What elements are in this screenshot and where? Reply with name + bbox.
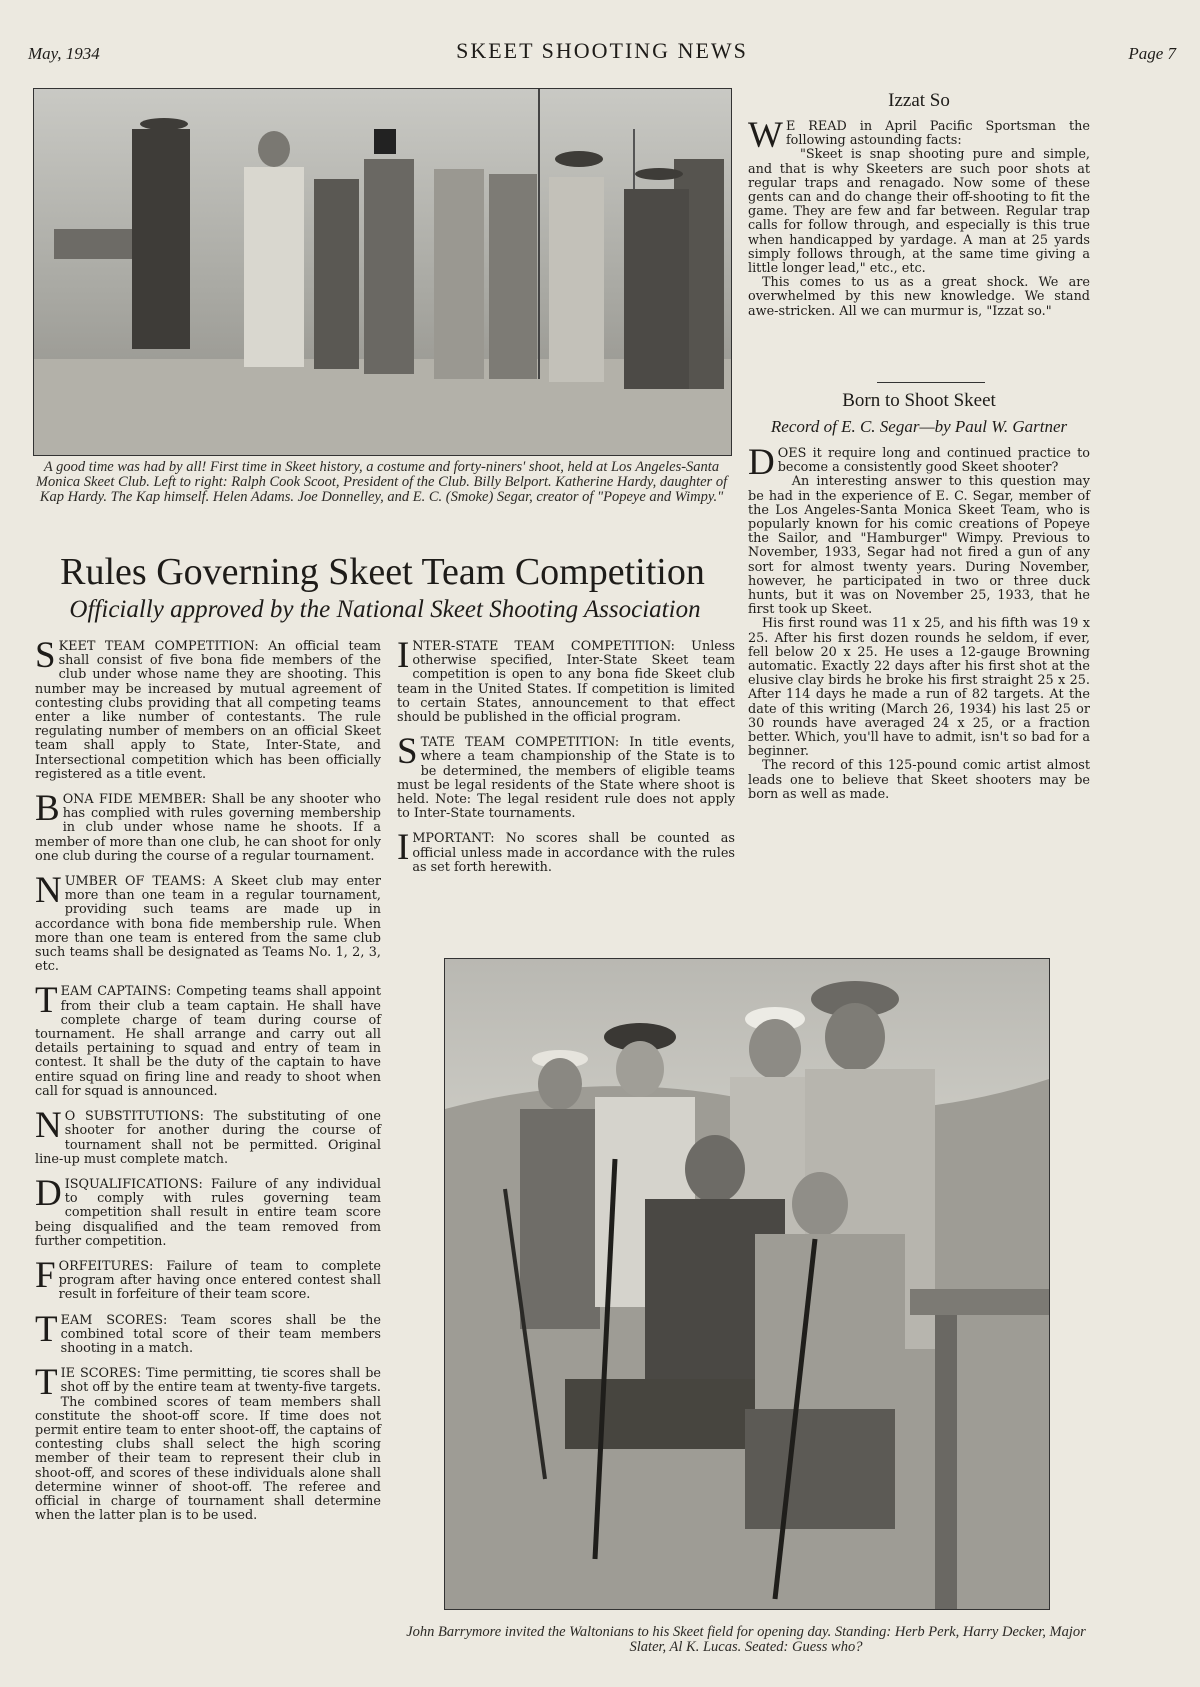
publication-title: SKEET SHOOTING NEWS: [456, 38, 748, 63]
born-para-1: DOES it require long and continued practice to become a consistently good Skeet shooter?: [748, 442, 1090, 483]
rule-paragraph: STATE TEAM COMPETITION: In title events, where a team championship of the State is to be determined, the members of eligible teams must be legal residents of the State where shoot is held. Note: The legal resident rule does not apply to Inter-State tournaments.: [397, 731, 735, 822]
costume-shoot-photo: [33, 88, 732, 456]
rule-paragraph: TEAM CAPTAINS: Competing teams shall appoint from their club a team captain. He shall have complete charge of team during course of tournament. He shall arrange and carry out all details pertaining to squad and entry of team in contest. It shall be the duty of the captain to have entire squad on firing line and ready to shoot when call for squad is announced.: [35, 980, 381, 1099]
born-to-shoot-byline: Record of E. C. Segar—by Paul W. Gartner: [770, 417, 1068, 436]
page-header: [28, 38, 1176, 72]
izzat-para-3: This comes to us as a great shock. We are overwhelmed by this new knowledge. We stand awe-stricken. All we can murmur is, "Izzat so.": [748, 275, 1090, 319]
rule-paragraph: FORFEITURES: Failure of team to complete program after having once entered contest shall result in forfeiture of their team score.: [35, 1254, 381, 1303]
born-para-3: His first round was 11 x 25, and his fifth was 19 x 25. After his first dozen rounds he seldom, if ever, fell below 20 x 25. He uses a 12-gauge Browning automatic. Exactly 22 days after his first shot at the elusive clay birds he broke his first straight 25 x 25. After 114 days he made a run of 82 targets. At the date of this writing (March 26, 1934) his last 25 or 30 rounds have averaged 24 x 25, or a fraction better. Which, you'll have to admit, isn't so bad for a beginner.: [748, 616, 1090, 760]
bottom-photo-caption: John Barrymore invited the Waltonians to his Skeet field for opening day. Standing: Herb Perk, Harry Decker, Major Slater, Al K. Lucas. Seated: Guess who?: [406, 1624, 1086, 1655]
born-to-shoot-section: [748, 390, 1090, 802]
rule-paragraph: N O SUBSTITUTIONS: The substituting of one shooter for another during the course of tournament shall not be permitted. Original line-up must complete match.: [35, 1105, 381, 1167]
page-number: Page 7: [1128, 44, 1176, 63]
born-to-shoot-title: Born to Shoot Skeet: [842, 390, 996, 411]
rule-paragraph: INTER-STATE TEAM COMPETITION: Unless otherwise specified, Inter-State Skeet team competition is open to any bona fide Skeet club team in the United States. If competition is limited to certain States, announcement to that effect should be published in the official program.: [397, 635, 735, 726]
section-divider: [877, 382, 985, 383]
rules-column-2: [397, 635, 735, 886]
barrymore-skeet-photo: [444, 958, 1050, 1610]
article-subhead: Officially approved by the National Skeet Shooting Association: [69, 596, 701, 623]
rule-paragraph: SKEET TEAM COMPETITION: An official team shall consist of five bona fide members of the club under whose name they are shooting. This number may be increased by mutual agreement of contesting clubs providing that all competing teams enter a like number of contestants. The rule regulating number of members on an official Skeet team shall apply to State, Inter-State, and Intersectional competition which has been officially registered as a title event.: [35, 635, 381, 782]
rules-column-1: [35, 635, 381, 1534]
born-para-4: The record of this 125-pound comic artist almost leads one to believe that Skeet shooters may be born as well as made.: [748, 758, 1090, 802]
izzat-so-section: [748, 90, 1090, 319]
top-photo-caption: A good time was had by all! First time in Skeet history, a costume and forty-niners' shoot, held at Los Angeles-Santa Monica Skeet Club. Left to right: Ralph Cook Scoot, President of the Club. Billy Belport. Katherine Hardy, daughter of Kap Hardy. The Kap himself. Helen Adams. Joe Donnelley, and E. C. (Smoke) Segar, creator of "Popeye and Wimpy.": [35, 459, 728, 505]
izzat-para-2: "Skeet is snap shooting pure and simple, and that is why Skeeters are such poor shots at regular traps and renagado. Now some of these gents can and do change their off-shooting to fit the game. They are few and far between. Regular trap calls for follow through, and especially is this true when handicapped by yardage. A man at 25 yards simply follows through, at the same time giving a little longer lead," etc., etc.: [748, 147, 1090, 277]
rule-paragraph: NUMBER OF TEAMS: A Skeet club may enter more than one team in a regular tournament, providing such teams are made up in accordance with bona fide membership rule. When more than one team is entered from the same club such teams shall be designated as Teams No. 1, 2, 3, etc.: [35, 870, 381, 975]
rule-paragraph: TIE SCORES: Time permitting, tie scores shall be shot off by the entire team at twenty-five targets. The combined scores of team members shall constitute the shoot-off score. If time does not permit entire team to enter shoot-off, the captains of contesting clubs shall select the high scoring member of their team to represent their club in shoot-off, and scores of these individuals alone shall determine winner of shoot-off. The referee and official in charge of tournament shall determine when the latter plan is to be used.: [35, 1362, 381, 1524]
issue-date: May, 1934: [28, 44, 100, 63]
rule-paragraph: IMPORTANT: No scores shall be counted as official unless made in accordance with the rules as set forth herewith.: [397, 827, 735, 875]
rule-paragraph: TEAM SCORES: Team scores shall be the combined total score of their team members shooting in a match.: [35, 1308, 381, 1356]
rule-paragraph: DISQUALIFICATIONS: Failure of any individual to comply with rules governing team competition shall result in entire team score being disqualified and the team removed from further competition.: [35, 1172, 381, 1249]
article-headline: Rules Governing Skeet Team Competition: [60, 551, 705, 593]
izzat-para-1: W E READ in April Pacific Sportsman the following astounding facts:: [748, 115, 1090, 156]
izzat-so-title: Izzat So: [888, 90, 950, 111]
rule-paragraph: BONA FIDE MEMBER: Shall be any shooter who has complied with rules governing membership in club under whose name he shoots. If a member of more than one club, he can shoot for only one club during the course of a regular tournament.: [35, 788, 381, 864]
born-para-2: An interesting answer to this question may be had in the experience of E. C. Segar, member of the Los Angeles-Santa Monica Skeet Team, who is popularly known for his comic creations of Popeye the Sailor, and "Hamburger" Wimpy. Previous to November, 1933, Segar had not fired a gun of any sort for almost twenty years. During November, however, he participated in two or three duck hunts, but it was on November 25, 1933, that he first took up Skeet.: [748, 474, 1090, 618]
